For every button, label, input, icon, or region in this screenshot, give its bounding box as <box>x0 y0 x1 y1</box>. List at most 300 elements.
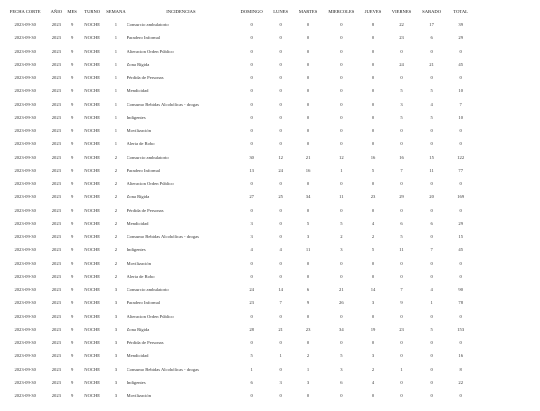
cell-jueves: 4 <box>371 379 375 385</box>
cell-sabado: 0 <box>430 128 433 133</box>
cell-lunes: 3 <box>279 379 282 385</box>
cell-semana: 1 <box>114 114 118 120</box>
cell-semana: 2 <box>114 273 118 279</box>
cell-semana: 3 <box>114 287 118 292</box>
cell-miercoles: 11 <box>339 194 344 200</box>
cell-semana: 1 <box>114 128 118 133</box>
cell-domingo: 13 <box>249 167 254 173</box>
table-row <box>3 84 475 97</box>
cell-turno: NOCHE <box>84 167 101 173</box>
cell-semana: 1 <box>114 35 118 41</box>
cell-mes: 9 <box>70 181 74 186</box>
col-header-jueves: JUEVES <box>364 9 382 14</box>
cell-lunes: 14 <box>278 287 283 292</box>
cell-martes: 0 <box>306 35 310 41</box>
cell-viernes: 7 <box>400 287 403 292</box>
cell-fecha-corte: 2023-09-30 <box>14 273 36 279</box>
cell-martes: 9 <box>306 300 310 306</box>
cell-domingo: 0 <box>250 393 253 398</box>
cell-mes: 9 <box>70 260 74 266</box>
cell-total: 22 <box>458 379 463 385</box>
cell-anio: 2023 <box>51 287 61 292</box>
cell-viernes: 5 <box>400 88 403 94</box>
cell-total: 45 <box>458 61 463 67</box>
cell-viernes: 16 <box>399 154 404 160</box>
cell-jueves: 0 <box>371 88 375 94</box>
cell-fecha-corte: 2023-09-30 <box>14 101 36 107</box>
cell-lunes: 4 <box>279 247 282 253</box>
cell-anio: 2023 <box>51 61 61 67</box>
col-header-lunes: LUNES <box>273 9 289 14</box>
cell-turno: NOCHE <box>84 313 101 319</box>
cell-martes: 0 <box>306 22 310 27</box>
cell-mes: 9 <box>70 207 74 213</box>
cell-martes: 0 <box>306 260 310 266</box>
cell-miercoles: 0 <box>340 207 343 213</box>
cell-fecha-corte: 2023-09-30 <box>14 48 36 54</box>
cell-martes: 0 <box>306 128 310 133</box>
cell-incidencias: Zona Rígida <box>126 326 150 332</box>
cell-total: 0 <box>459 48 462 54</box>
cell-sabado: 0 <box>430 353 433 359</box>
cell-miercoles: 0 <box>340 181 343 186</box>
cell-viernes: 0 <box>400 260 403 266</box>
cell-fecha-corte: 2023-09-30 <box>14 75 36 80</box>
cell-jueves: 5 <box>371 247 375 253</box>
cell-anio: 2023 <box>51 313 61 319</box>
cell-sabado: 0 <box>430 260 433 266</box>
cell-domingo: 5 <box>250 353 253 359</box>
cell-incidencias: Indigentes <box>126 247 146 253</box>
cell-martes: 6 <box>306 287 310 292</box>
cell-turno: NOCHE <box>84 22 101 27</box>
cell-incidencias: Alerta de Robo <box>126 141 155 147</box>
cell-sabado: 5 <box>430 326 433 332</box>
table-row <box>3 18 475 31</box>
cell-jueves: 4 <box>371 220 375 226</box>
table-row <box>3 177 475 190</box>
col-header-fecha-corte: FECHA CORTE <box>9 9 41 14</box>
cell-viernes: 0 <box>400 340 403 345</box>
cell-turno: NOCHE <box>84 247 101 253</box>
cell-martes: 3 <box>306 379 310 385</box>
cell-sabado: 0 <box>430 141 433 147</box>
cell-mes: 9 <box>70 128 74 133</box>
cell-sabado: 20 <box>429 194 434 200</box>
cell-semana: 3 <box>114 313 118 319</box>
cell-mes: 9 <box>70 313 74 319</box>
cell-turno: NOCHE <box>84 220 101 226</box>
cell-lunes: 0 <box>279 22 282 27</box>
cell-domingo: 1 <box>250 366 253 372</box>
cell-total: 90 <box>458 287 463 292</box>
cell-mes: 9 <box>70 300 74 306</box>
cell-jueves: 0 <box>371 114 375 120</box>
cell-anio: 2023 <box>51 75 61 80</box>
cell-miercoles: 0 <box>340 141 343 147</box>
cell-turno: NOCHE <box>84 340 101 345</box>
cell-anio: 2023 <box>51 141 61 147</box>
cell-martes: 23 <box>305 326 311 332</box>
cell-semana: 1 <box>114 88 118 94</box>
cell-viernes: 23 <box>399 326 404 332</box>
cell-fecha-corte: 2023-09-30 <box>14 167 36 173</box>
cell-martes: 21 <box>305 154 311 160</box>
cell-semana: 1 <box>114 61 118 67</box>
cell-semana: 1 <box>114 22 118 27</box>
cell-miercoles: 0 <box>340 75 343 80</box>
cell-martes: 0 <box>306 75 310 80</box>
cell-total: 16 <box>458 353 463 359</box>
cell-anio: 2023 <box>51 234 61 239</box>
cell-jueves: 0 <box>371 181 375 186</box>
table-row <box>3 164 475 177</box>
cell-lunes: 0 <box>279 393 282 398</box>
col-header-mes: MES <box>67 9 77 14</box>
cell-total: 0 <box>459 340 462 345</box>
cell-incidencias: Zona Rígida <box>126 194 150 200</box>
cell-mes: 9 <box>70 141 74 147</box>
cell-mes: 9 <box>70 287 74 292</box>
cell-anio: 2023 <box>51 154 61 160</box>
cell-viernes: 0 <box>400 141 403 147</box>
table-row <box>3 349 475 362</box>
cell-miercoles: 5 <box>340 220 343 226</box>
col-header-martes: MARTES <box>298 9 318 14</box>
cell-miercoles: 0 <box>340 340 343 345</box>
cell-fecha-corte: 2023-09-30 <box>14 154 36 160</box>
cell-turno: NOCHE <box>84 287 101 292</box>
cell-turno: NOCHE <box>84 154 101 160</box>
cell-lunes: 0 <box>279 48 282 54</box>
cell-turno: NOCHE <box>84 61 101 67</box>
cell-total: 0 <box>459 128 462 133</box>
cell-lunes: 0 <box>279 234 282 239</box>
cell-miercoles: 3 <box>340 247 343 253</box>
col-header-domingo: DOMINGO <box>240 9 263 14</box>
table-row <box>3 45 475 58</box>
cell-mes: 9 <box>70 48 74 54</box>
col-header-semana: SEMANA <box>106 9 126 14</box>
cell-domingo: 0 <box>250 61 253 67</box>
cell-viernes: 7 <box>400 167 403 173</box>
table-row <box>3 151 475 164</box>
cell-total: 0 <box>459 207 462 213</box>
cell-fecha-corte: 2023-09-30 <box>14 366 36 372</box>
cell-fecha-corte: 2023-09-30 <box>14 35 36 41</box>
cell-viernes: 0 <box>400 273 403 279</box>
cell-mes: 9 <box>70 114 74 120</box>
cell-jueves: 3 <box>371 300 375 306</box>
cell-incidencias: Consurcio ambulatorio <box>126 154 169 160</box>
cell-turno: NOCHE <box>84 234 101 239</box>
cell-semana: 1 <box>114 141 118 147</box>
cell-lunes: 1 <box>279 353 282 359</box>
cell-fecha-corte: 2023-09-30 <box>14 379 36 385</box>
table-row <box>3 243 475 256</box>
cell-sabado: 21 <box>429 61 434 67</box>
cell-martes: 2 <box>306 353 310 359</box>
cell-jueves: 0 <box>371 340 375 345</box>
cell-domingo: 0 <box>250 207 253 213</box>
cell-viernes: 0 <box>400 353 403 359</box>
cell-martes: 5 <box>306 220 310 226</box>
cell-incidencias: Pérdida de Personas <box>126 207 164 213</box>
cell-miercoles: 0 <box>340 128 343 133</box>
cell-sabado: 0 <box>430 340 433 345</box>
cell-domingo: 0 <box>250 48 253 54</box>
cell-fecha-corte: 2023-09-30 <box>14 393 36 398</box>
cell-domingo: 0 <box>250 114 253 120</box>
cell-fecha-corte: 2023-09-30 <box>14 326 36 332</box>
cell-anio: 2023 <box>51 340 61 345</box>
cell-viernes: 5 <box>400 234 403 239</box>
cell-viernes: 11 <box>399 247 404 253</box>
cell-total: 7 <box>459 101 462 107</box>
cell-incidencias: Pérdida de Personas <box>126 75 164 80</box>
cell-incidencias: Paradero Informal <box>126 300 161 306</box>
cell-miercoles: 12 <box>339 154 344 160</box>
cell-jueves: 0 <box>371 35 375 41</box>
cell-domingo: 0 <box>250 273 253 279</box>
cell-mes: 9 <box>70 61 74 67</box>
cell-turno: NOCHE <box>84 141 101 147</box>
table-body <box>3 18 475 402</box>
cell-domingo: 0 <box>250 128 253 133</box>
cell-jueves: 23 <box>370 194 376 200</box>
cell-domingo: 0 <box>250 22 253 27</box>
cell-incidencias: Indigentes <box>126 379 146 385</box>
table-row <box>3 137 475 150</box>
cell-lunes: 0 <box>279 273 282 279</box>
cell-sabado: 0 <box>430 207 433 213</box>
cell-lunes: 24 <box>278 167 283 173</box>
table-row <box>3 296 475 309</box>
table-row <box>3 389 475 402</box>
cell-miercoles: 5 <box>340 353 343 359</box>
cell-turno: NOCHE <box>84 273 101 279</box>
col-header-anio: AÑIO <box>50 9 63 14</box>
cell-sabado: 0 <box>430 379 433 385</box>
col-header-sabado: SABADO <box>422 9 442 14</box>
cell-incidencias: Alteracion Orden Público <box>126 313 174 319</box>
cell-viernes: 0 <box>400 379 403 385</box>
cell-viernes: 29 <box>399 194 404 200</box>
cell-mes: 9 <box>70 393 74 398</box>
cell-martes: 0 <box>306 181 310 186</box>
cell-viernes: 22 <box>399 22 404 27</box>
cell-turno: NOCHE <box>84 366 101 372</box>
cell-fecha-corte: 2023-09-30 <box>14 220 36 226</box>
cell-lunes: 0 <box>279 340 282 345</box>
cell-total: 77 <box>458 167 463 173</box>
cell-martes: 3 <box>306 234 310 239</box>
table-row <box>3 270 475 283</box>
cell-mes: 9 <box>70 247 74 253</box>
cell-domingo: 0 <box>250 35 253 41</box>
cell-anio: 2023 <box>51 220 61 226</box>
cell-jueves: 0 <box>371 48 375 54</box>
cell-jueves: 0 <box>371 393 375 398</box>
cell-turno: NOCHE <box>84 35 101 41</box>
cell-miercoles: 0 <box>340 22 343 27</box>
table-row <box>3 230 475 243</box>
cell-anio: 2023 <box>51 207 61 213</box>
cell-fecha-corte: 2023-09-30 <box>14 88 36 94</box>
cell-incidencias: Movilización <box>126 393 151 398</box>
cell-martes: 0 <box>306 273 310 279</box>
cell-semana: 1 <box>114 101 118 107</box>
cell-lunes: 0 <box>279 366 282 372</box>
cell-incidencias: Consumo Bebidas Alcohólicas - drogas <box>126 101 199 107</box>
cell-domingo: 24 <box>249 287 254 292</box>
col-header-viernes: VIERNES <box>391 9 412 14</box>
cell-sabado: 17 <box>429 22 434 27</box>
cell-incidencias: Paradero Informal <box>126 167 161 173</box>
cell-incidencias: Alteracion Orden Público <box>126 48 174 54</box>
header-row <box>3 6 475 18</box>
cell-sabado: 0 <box>430 366 433 372</box>
cell-sabado: 0 <box>430 273 433 279</box>
cell-total: 0 <box>459 141 462 147</box>
cell-martes: 0 <box>306 61 310 67</box>
cell-domingo: 0 <box>250 340 253 345</box>
table-row <box>3 257 475 270</box>
cell-lunes: 0 <box>279 260 282 266</box>
cell-total: 78 <box>458 300 463 306</box>
cell-martes: 34 <box>305 194 311 200</box>
cell-sabado: 1 <box>430 300 433 306</box>
cell-incidencias: Paradero Informal <box>126 35 161 41</box>
cell-total: 10 <box>458 88 463 94</box>
cell-semana: 3 <box>114 393 118 398</box>
cell-miercoles: 26 <box>339 300 344 306</box>
cell-mes: 9 <box>70 154 74 160</box>
cell-viernes: 23 <box>399 35 404 41</box>
table-row <box>3 190 475 203</box>
cell-incidencias: Consumo Bebidas Alcohólicas - drogas <box>126 234 199 239</box>
cell-miercoles: 0 <box>340 260 343 266</box>
cell-martes: 0 <box>306 101 310 107</box>
cell-semana: 2 <box>114 154 118 160</box>
cell-semana: 2 <box>114 247 118 253</box>
cell-fecha-corte: 2023-09-30 <box>14 287 36 292</box>
cell-domingo: 0 <box>250 101 253 107</box>
cell-martes: 0 <box>306 207 310 213</box>
cell-miercoles: 0 <box>340 393 343 398</box>
cell-lunes: 7 <box>279 300 282 306</box>
cell-mes: 9 <box>70 340 74 345</box>
cell-lunes: 0 <box>279 207 282 213</box>
cell-total: 29 <box>458 35 463 41</box>
cell-jueves: 5 <box>371 167 375 173</box>
cell-turno: NOCHE <box>84 300 101 306</box>
cell-incidencias: Indigentes <box>126 114 146 120</box>
cell-mes: 9 <box>70 326 74 332</box>
cell-jueves: 8 <box>371 22 375 27</box>
cell-anio: 2023 <box>51 128 61 133</box>
cell-lunes: 0 <box>279 313 282 319</box>
cell-domingo: 30 <box>249 154 254 160</box>
cell-viernes: 24 <box>399 61 404 67</box>
cell-miercoles: 0 <box>340 61 343 67</box>
cell-turno: NOCHE <box>84 88 101 94</box>
cell-sabado: 0 <box>430 393 433 398</box>
cell-domingo: 0 <box>250 141 253 147</box>
cell-fecha-corte: 2023-09-30 <box>14 194 36 200</box>
cell-lunes: 0 <box>279 35 282 41</box>
cell-anio: 2023 <box>51 393 61 398</box>
cell-martes: 0 <box>306 48 310 54</box>
cell-domingo: 27 <box>249 194 254 200</box>
cell-incidencias: Mendicidad <box>126 353 149 359</box>
table-row <box>3 204 475 217</box>
cell-anio: 2023 <box>51 326 61 332</box>
cell-domingo: 0 <box>250 181 253 186</box>
cell-miercoles: 0 <box>340 35 343 41</box>
cell-semana: 3 <box>114 366 118 372</box>
cell-jueves: 0 <box>371 313 375 319</box>
cell-anio: 2023 <box>51 88 61 94</box>
cell-fecha-corte: 2023-09-30 <box>14 207 36 213</box>
cell-domingo: 4 <box>250 247 253 253</box>
table-row <box>3 310 475 323</box>
cell-jueves: 0 <box>371 61 375 67</box>
cell-miercoles: 0 <box>340 114 343 120</box>
cell-mes: 9 <box>70 22 74 27</box>
table-row <box>3 283 475 296</box>
cell-domingo: 23 <box>249 300 254 306</box>
cell-martes: 0 <box>306 340 310 345</box>
cell-martes: 0 <box>306 393 310 398</box>
cell-mes: 9 <box>70 194 74 200</box>
cell-incidencias: Zona Rígida <box>126 61 150 67</box>
table-row <box>3 363 475 376</box>
cell-incidencias: Mendicidad <box>126 220 149 226</box>
cell-mes: 9 <box>70 101 74 107</box>
cell-sabado: 7 <box>430 247 433 253</box>
cell-miercoles: 2 <box>340 234 343 239</box>
cell-fecha-corte: 2023-09-30 <box>14 260 36 266</box>
table-row <box>3 323 475 336</box>
cell-incidencias: Consurcio ambulatorio <box>126 22 169 27</box>
cell-viernes: 0 <box>400 313 403 319</box>
cell-lunes: 0 <box>279 220 282 226</box>
cell-domingo: 0 <box>250 313 253 319</box>
cell-domingo: 0 <box>250 260 253 266</box>
table-row <box>3 376 475 389</box>
cell-incidencias: Pérdida de Personas <box>126 340 164 345</box>
cell-total: 45 <box>458 247 463 253</box>
cell-miercoles: 34 <box>339 326 344 332</box>
cell-incidencias: Movilización <box>126 260 151 266</box>
cell-anio: 2023 <box>51 48 61 54</box>
cell-lunes: 25 <box>278 194 283 200</box>
cell-miercoles: 0 <box>340 313 343 319</box>
cell-miercoles: 6 <box>340 379 343 385</box>
cell-fecha-corte: 2023-09-30 <box>14 234 36 239</box>
cell-incidencias: Consumo Bebidas Alcohólicas - drogas <box>126 366 199 372</box>
cell-lunes: 0 <box>279 88 282 94</box>
cell-turno: NOCHE <box>84 75 101 80</box>
cell-turno: NOCHE <box>84 114 101 120</box>
cell-sabado: 0 <box>430 313 433 319</box>
cell-domingo: 0 <box>250 88 253 94</box>
cell-anio: 2023 <box>51 273 61 279</box>
cell-anio: 2023 <box>51 167 61 173</box>
cell-total: 169 <box>457 194 465 200</box>
table-row <box>3 98 475 111</box>
